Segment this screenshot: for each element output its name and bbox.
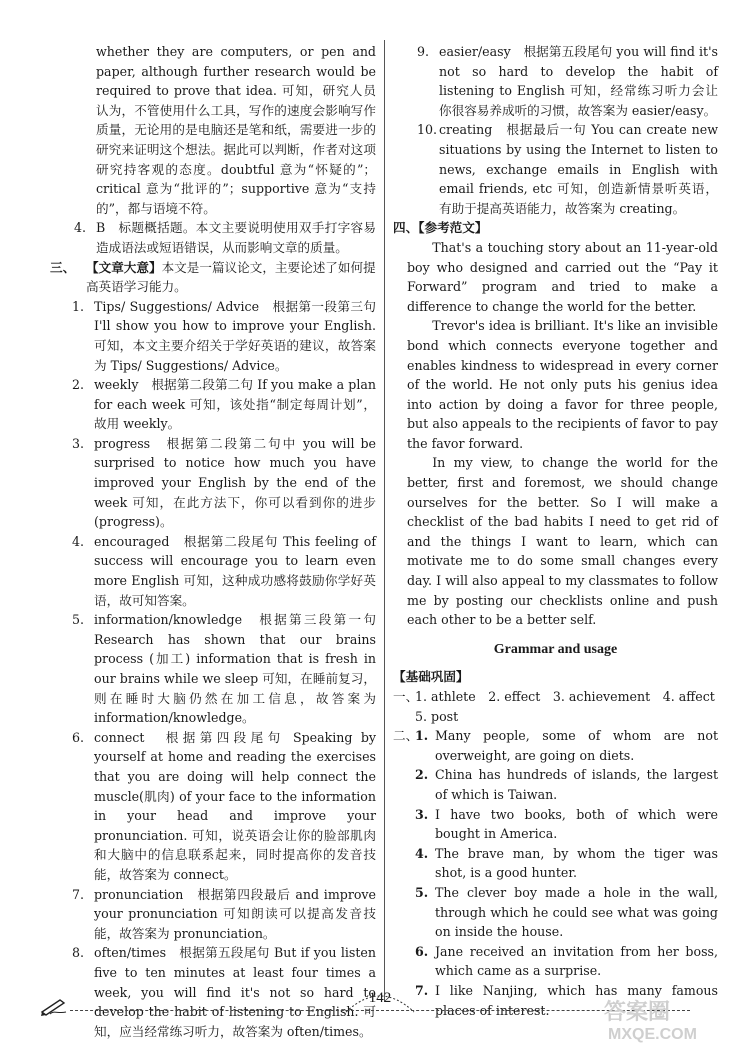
section-number: 三、	[50, 259, 76, 275]
section-number: 四、	[393, 220, 419, 236]
item-text: B 标题概括题。本文主要说明使用双手打字容易造成语法或短语错误，从而影响文章的质量。	[96, 220, 376, 255]
item-text: creating 根据最后一句 You can create new situations by using the Internet to listen to news, exchange emails in English with email friends, etc 可知，创造新情景听英语，有助于提高英语能力，故答案为 creating。	[439, 122, 718, 216]
item-text: pronunciation 根据第四段最后 and improve your pronunciation 可知朗读可以提高发音技能，故答案为 pronunciation。	[94, 886, 376, 941]
item-number: 2.	[415, 767, 429, 783]
essay-paragraph: In my view, to change the world for the better, first and foremost, we should change ourselves for the better. So I will make a checklist of the bad habits I need to get rid of and the things I want to learn, which can motivate me to do some small changes every day. I will also appeal to my classmates to follow me by posting our checklists online and push each other to be a better self.	[407, 455, 718, 628]
item-text: easier/easy 根据第五段尾句 you will find it's not so hard to develop the habit of listening to English 可知，经常练习听力会让你很容易养成听的习惯，故答案为 easier/easy。	[439, 44, 718, 118]
part-number: 一、	[393, 689, 419, 704]
grammar-section-title: Grammar and usage	[493, 641, 618, 657]
part-number: 二、	[393, 728, 419, 744]
item-number: 6.	[415, 943, 429, 959]
item-text: information/knowledge 根据第三段第一句 Research has shown that our brains process (加工) information that is fresh in our brains while we sleep 可知，在睡前复习，则在睡时大脑仍然在加工信息，故答案为 information/knowledge。	[94, 612, 376, 726]
item-number: 2.	[72, 377, 85, 393]
item-text: The clever boy made a hole in the wall, through which he could see what was going on inside the house.	[435, 884, 718, 940]
item-text: Jane received an invitation from her boss, which came as a surprise.	[435, 943, 718, 979]
answer-item	[393, 120, 718, 218]
left-column	[50, 42, 376, 1041]
watermark-line-1: 答案圈	[604, 999, 671, 1024]
column-divider	[384, 40, 385, 1002]
basics-label: 【基础巩固】	[393, 669, 469, 685]
item-text: encouraged 根据第二段尾句 This feeling of success will encourage you to learn even more English 可知，这种成功感将鼓励你学好英语，故可知答案。	[94, 533, 376, 608]
model-essay	[393, 238, 718, 630]
section-4-heading	[393, 218, 718, 238]
section-label: 【文章大意】	[86, 259, 162, 275]
item-number: 3.	[72, 435, 85, 451]
item-text: weekly 根据第二段第二句 If you make a plan for each week 可知，该处指“制定每周计划”，故用 weekly。	[94, 377, 376, 432]
watermark-logo	[594, 993, 744, 1043]
answer-item	[393, 42, 718, 120]
sentence-item	[393, 844, 718, 883]
item-number: 4.	[415, 845, 429, 861]
watermark-line-2: MXQE.COM	[608, 1026, 697, 1043]
item-text: progress 根据第二段第二句中 you will be surprised to notice how much you have improved your English by the end of the week 可知，在此方法下，你可以看到你的进步(progress)。	[94, 435, 376, 530]
item-text: often/times 根据第五段尾句 But if you listen five to ten minutes at least four times a week, you will find it's not so hard to develop the habit of listening to English. 可知，应当经常练习听力，故答案为 often/times。	[94, 945, 376, 1039]
item-number: 4.	[74, 220, 87, 236]
answer-item	[50, 610, 376, 728]
item-number: 8.	[72, 945, 85, 961]
right-column	[393, 42, 718, 1020]
item-text: connect 根据第四段尾句 Speaking by yourself at home and reading the exercises that you are doing will help connect the muscle(肌肉) of your face to the information in your head and improve your pronunciation. 可知，说英语会让你的脸部肌肉和大脑中的信息联系起来，同时提高你的发音技能，故答案为 connect。	[94, 729, 376, 882]
sentence-item	[393, 805, 718, 844]
sentence-item	[393, 883, 718, 942]
part-2	[393, 726, 718, 1020]
item-number: 7.	[415, 982, 429, 998]
item-text: I have two books, both of which were bought in America.	[435, 806, 718, 842]
essay-paragraph: That's a touching story about an 11-year-old boy who designed and carried out the “Pay it Forward” program and tried to make a difference to change the world for the better.	[407, 239, 718, 314]
page-number: 142	[368, 990, 392, 1006]
section-3-heading	[50, 258, 376, 297]
item-number: 6.	[72, 729, 85, 745]
item-number: 9.	[417, 44, 430, 59]
item-number: 1.	[72, 298, 85, 314]
answer-item-4	[50, 218, 376, 257]
answer-item	[50, 434, 376, 532]
answer-item	[50, 532, 376, 610]
answer-item	[50, 885, 376, 944]
sentence-item	[393, 942, 718, 981]
item-text: China has hundreds of islands, the largest of which is Taiwan.	[435, 767, 718, 802]
answer-item	[50, 728, 376, 885]
item-number: 10.	[417, 122, 438, 138]
vocab-answers-line-2: 5. post	[415, 708, 459, 724]
item-text: Many people, some of whom are not overweight, are going on diets.	[435, 728, 718, 763]
item-number: 7.	[72, 886, 85, 902]
intro-paragraph: whether they are computers, or pen and paper, although further research would be required to prove that idea. 可知，研究人员认为，不管使用什么工具，写作的速度会影响写作质量，无论用的是电脑还是笔和纸，需要进一步的研究来证明这个想法。据此可以判断，作者对这项研究持客观的态度。doubtful 意为“怀疑的”；critical 意为“批评的”；supportive 意为“支持的”，都与语境不符。	[96, 44, 376, 216]
item-number: 5.	[415, 884, 429, 900]
item-number: 4.	[72, 533, 85, 549]
essay-paragraph: Trevor's idea is brilliant. It's like an invisible bond which connects everyone together and enables kindness to widespread in every corner of the world. He not only puts his genius idea into action by doing a favor for three people, but also appeals to the recipients of favor to pay the favor forward.	[407, 318, 718, 451]
item-number: 3.	[415, 806, 429, 822]
sentence-item	[393, 726, 718, 765]
item-number: 1.	[415, 728, 429, 744]
part-1	[393, 687, 718, 726]
item-text: The brave man, by whom the tiger was shot, is a good hunter.	[435, 845, 718, 881]
pen-icon	[40, 996, 70, 1020]
answer-item	[50, 375, 376, 434]
vocab-answers-line-1: 1. athlete 2. effect 3. achievement 4. affect	[415, 689, 715, 704]
section-summary: 本文是一篇议论文，主要论述了如何提高英语学习能力。	[86, 259, 376, 295]
section-label: 【参考范文】	[418, 220, 488, 236]
item-number: 5.	[72, 612, 85, 628]
item-text: I like Nanjing, which has many famous places of interest.	[435, 982, 718, 1018]
answer-item	[50, 297, 376, 375]
sentence-item	[393, 765, 718, 804]
item-text: Tips/ Suggestions/ Advice 根据第一段第三句 I'll show you how to improve your English. 可知，本文主要介绍关于学好英语的建议，故答案为 Tips/ Suggestions/ Advice。	[94, 298, 376, 373]
